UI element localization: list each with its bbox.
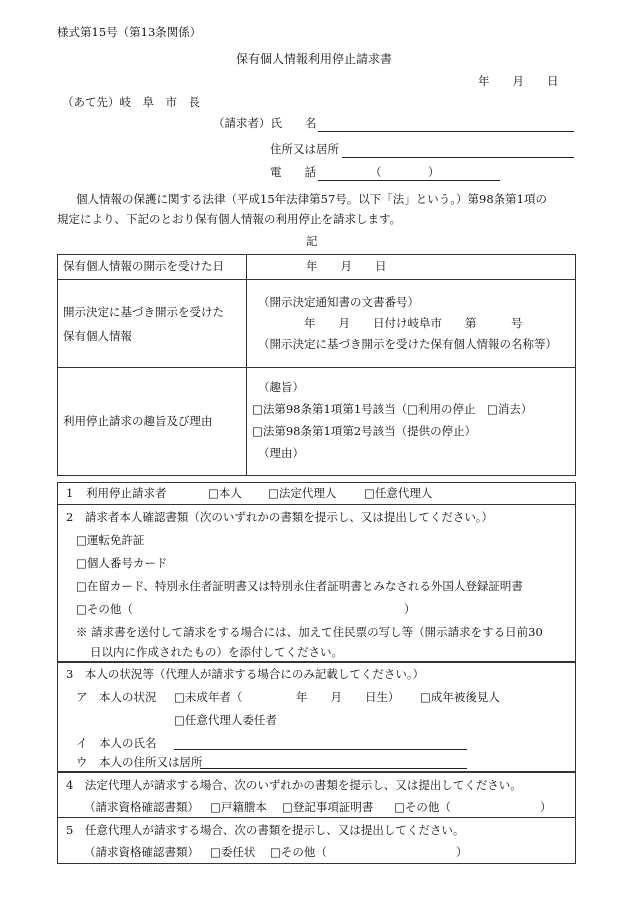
s3-address-field[interactable] <box>200 754 467 769</box>
s4-doc-label: （請求資格確認書類） <box>84 800 199 814</box>
intro-text-1: 個人情報の保護に関する法律（平成15年法律第57号。以下「法」という。）第98条第1項の <box>76 192 547 206</box>
section-5 <box>57 818 576 864</box>
s1-opt-self[interactable]: □本人 <box>208 486 242 500</box>
s1-num: 1 <box>66 486 74 500</box>
s5-doc-label: （請求資格確認書類） <box>84 845 199 859</box>
reason-heading: （理由） <box>258 446 304 460</box>
phone-paren-close: ） <box>428 165 440 179</box>
disclosure-date-label: 保有個人情報の開示を受けた日 <box>58 255 247 280</box>
disclosed-info-value[interactable] <box>247 280 576 368</box>
purpose-option-2[interactable]: □法第98条第1項第2号該当（提供の停止） <box>252 424 477 438</box>
purpose-option-1[interactable]: □法第98条第1項第1号該当（□利用の停止 □消去） <box>252 402 533 416</box>
disclosure-date-value[interactable] <box>247 255 576 280</box>
request-table <box>57 254 576 476</box>
s5-power-of-attorney[interactable]: □委任状 <box>210 845 256 859</box>
s4-title: 4 法定代理人が請求する場合、次のいずれかの書類を提示し、又は提出してください。 <box>66 778 522 792</box>
section-1 <box>57 482 576 505</box>
s3-status-label: ア 本人の状況 <box>76 690 157 704</box>
section-2 <box>57 505 576 662</box>
s2-other[interactable]: □その他（ <box>76 602 133 616</box>
s2-other-close: ） <box>404 602 416 616</box>
intro-text-2: 規定により、下記のとおり保有個人情報の利用停止を請求します。 <box>57 212 402 226</box>
notice-number-line: 年 月 日付け岐阜市 第 号 <box>304 316 523 330</box>
s1-opt-voluntary-agent[interactable]: □任意代理人 <box>364 486 433 500</box>
requester-phone-field[interactable] <box>318 166 500 181</box>
date-line: 年 月 日 <box>478 74 559 88</box>
s3-birthdate[interactable]: 年 月 日生） <box>296 690 400 704</box>
form-number: 様式第15号（第13条関係） <box>57 25 202 39</box>
s4-family-register[interactable]: □戸籍謄本 <box>210 800 267 814</box>
s3-minor-option[interactable]: □未成年者（ <box>174 690 243 704</box>
requester-address-field[interactable] <box>342 143 574 158</box>
s4-other[interactable]: □その他（ <box>394 800 451 814</box>
s3-name-field[interactable] <box>174 735 467 750</box>
s3-address-label: ウ 本人の住所又は居所 <box>76 755 203 769</box>
section-4 <box>57 772 576 818</box>
s1-label: 利用停止請求者 <box>86 486 167 500</box>
requester-address-label: 住所又は居所 <box>270 142 339 156</box>
disclosed-info-label <box>58 280 247 368</box>
requester-name-field[interactable] <box>318 117 574 132</box>
disclosed-info-name-label: （開示決定に基づき開示を受けた保有個人情報の名称等） <box>258 337 557 351</box>
s5-other[interactable]: □その他（ <box>270 845 327 859</box>
s2-note-1: ※ 請求書を送付して請求をする場合には、加えて住民票の写し等（開示請求をする日前30 <box>76 625 543 639</box>
requester-name-label: （請求者）氏 名 <box>213 116 317 130</box>
s3-principal-option[interactable]: □任意代理人委任者 <box>174 713 277 727</box>
s3-name-label: イ 本人の氏名 <box>76 736 157 750</box>
s1-opt-legal-agent[interactable]: □法定代理人 <box>268 486 337 500</box>
s2-mynumber-card[interactable]: □個人番号カード <box>76 556 168 570</box>
s4-other-close: ） <box>540 800 552 814</box>
notice-number-label: （開示決定通知書の文書番号） <box>258 295 419 309</box>
s5-other-close: ） <box>456 845 468 859</box>
document-title: 保有個人情報利用停止請求書 <box>236 52 393 66</box>
addressee: （あて先）岐 阜 市 長 <box>62 95 200 109</box>
s2-note-2: 日以内に作成されたもの）を添付してください。 <box>90 645 343 659</box>
disclosed-info-label-2: 保有個人情報 <box>63 328 132 343</box>
section-3 <box>57 662 576 772</box>
ki-label: 記 <box>306 234 318 248</box>
purpose-reason-value[interactable] <box>247 368 576 476</box>
disclosure-date-text: 年 月 日 <box>306 259 387 274</box>
phone-paren-open: （ <box>370 165 382 179</box>
disclosed-info-label-1: 開示決定に基づき開示を受けた <box>63 304 224 319</box>
s2-residence-card[interactable]: □在留カード、特別永住者証明書又は特別永住者証明書とみなされる外国人登録証明書 <box>76 579 523 593</box>
s5-title: 5 任意代理人が請求する場合、次の書類を提示し、又は提出してください。 <box>66 823 465 837</box>
purpose-heading: （趣旨） <box>258 380 304 394</box>
purpose-reason-label: 利用停止請求の趣旨及び理由 <box>58 368 247 476</box>
s3-title: 3 本人の状況等（代理人が請求する場合にのみ記載してください。） <box>66 667 425 681</box>
s4-registry-certificate[interactable]: □登記事項証明書 <box>282 800 374 814</box>
s3-adult-ward-option[interactable]: □成年被後見人 <box>420 690 500 704</box>
s2-title: 2 請求者本人確認書類（次のいずれかの書類を提示し、又は提出してください。） <box>66 510 494 524</box>
s2-drivers-license[interactable]: □運転免許証 <box>76 533 145 547</box>
requester-phone-label: 電 話 <box>270 165 316 179</box>
